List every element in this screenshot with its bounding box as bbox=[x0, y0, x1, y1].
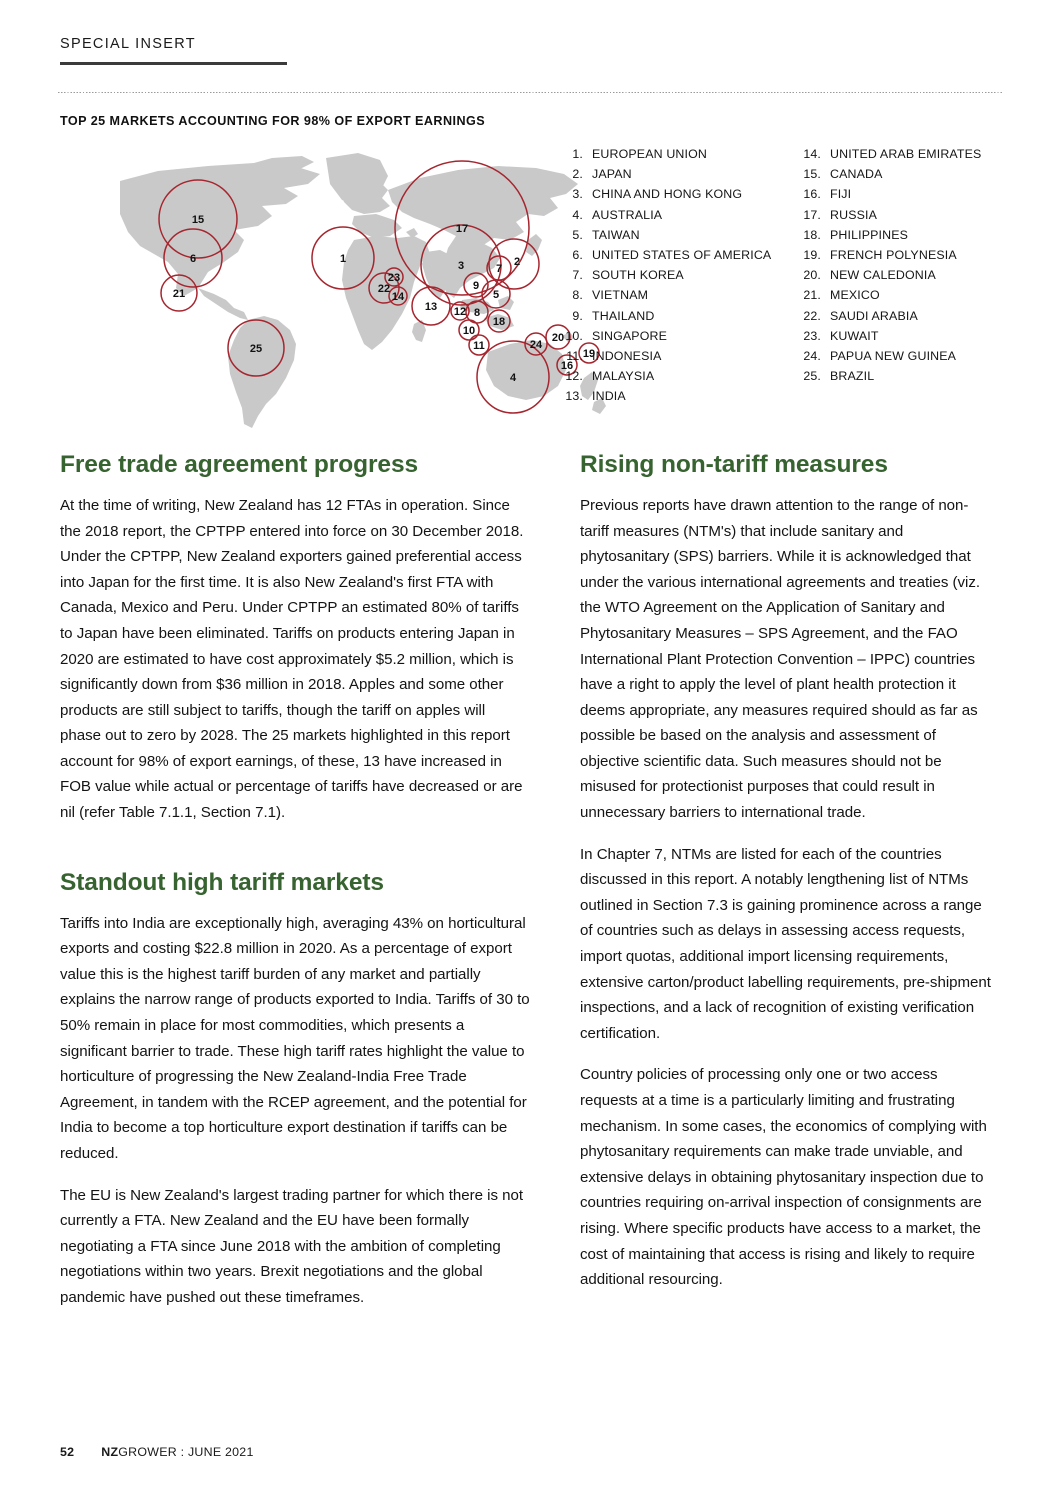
kicker-rule bbox=[60, 62, 287, 65]
legend-label: RUSSIA bbox=[830, 207, 878, 222]
legend-label: NEW CALEDONIA bbox=[830, 268, 936, 283]
legend-label: INDIA bbox=[592, 389, 626, 404]
map-label-3: 3 bbox=[457, 260, 465, 272]
legend-item bbox=[798, 225, 1022, 245]
map-label-19: 19 bbox=[582, 348, 596, 360]
map-label-6: 6 bbox=[189, 253, 197, 265]
map-label-22: 22 bbox=[377, 283, 391, 295]
legend-number: 9. bbox=[572, 308, 583, 323]
legend-label: AUSTRALIA bbox=[592, 207, 663, 222]
heading-standout-high-tariff-markets: Standout high tariff markets bbox=[60, 868, 384, 896]
legend-label: SINGAPORE bbox=[592, 328, 668, 343]
kicker-special-insert: SPECIAL INSERT bbox=[60, 36, 196, 52]
legend-number: 15. bbox=[803, 167, 821, 182]
legend-item bbox=[562, 144, 798, 164]
legend-number: 19. bbox=[803, 248, 821, 263]
legend-item bbox=[562, 164, 798, 184]
legend-item bbox=[562, 366, 798, 386]
map-label-24: 24 bbox=[529, 339, 543, 351]
legend-item bbox=[798, 144, 1022, 164]
legend-number: 3. bbox=[572, 187, 583, 202]
legend-label: UNITED ARAB EMIRATES bbox=[830, 147, 982, 161]
page-footer bbox=[60, 1445, 254, 1459]
map-title: TOP 25 MARKETS ACCOUNTING FOR 98% OF EXPORT EARNINGS bbox=[60, 114, 486, 128]
legend-label: CHINA AND HONG KONG bbox=[592, 187, 743, 202]
legend-item bbox=[798, 366, 1022, 386]
legend-item bbox=[562, 326, 798, 346]
legend-number: 16. bbox=[803, 187, 821, 202]
map-label-15: 15 bbox=[191, 214, 205, 226]
legend-number: 7. bbox=[572, 268, 583, 283]
dotted-divider bbox=[58, 92, 1003, 93]
map-label-9: 9 bbox=[472, 280, 480, 292]
legend-label: VIETNAM bbox=[592, 288, 649, 303]
paragraph-fta-overview: At the time of writing, New Zealand has 12 FTAs in operation. Since the 2018 report, the CPTPP entered into force on 30 December 2018. Under the CPTPP, New Zealand exporters gained preferential access into Japan for the first time. It is also New Zealand's first FTA with Canada, Mexico and Peru. Under CPTPP an estimated 80% of tariffs to Japan have been eliminated. Tariffs on products entering Japan in 2020 are estimated to have cost approximately $5.2 million, which is significantly down from $36 million in 2018. Apples and some other products are still subject to tariffs, though the tariff on apples will phase out to zero by 2028. The 25 markets highlighted in this report account for 98% of export earnings, of these, 13 have increased in FOB value while actual or percentage of tariffs have decreased or are nil (refer Table 7.1.1, Section 7.1). bbox=[60, 496, 524, 822]
map-landmasses bbox=[120, 153, 606, 428]
legend-item bbox=[798, 164, 1022, 184]
map-label-17: 17 bbox=[455, 223, 469, 235]
legend-label: THAILAND bbox=[592, 308, 655, 323]
paragraph-eu-trade: The EU is New Zealand's largest trading partner for which there is not currently a FTA. New Zealand and the EU have been formally negotiating a FTA since June 2018 with the ambition of completing negotiations within two years. Brexit negotiations and the global pandemic have pushed out these timeframes. bbox=[60, 1186, 524, 1306]
legend-label: PHILIPPINES bbox=[830, 227, 909, 242]
footer-page-number: 52 bbox=[60, 1445, 75, 1459]
paragraph-india-tariffs: Tariffs into India are exceptionally high, averaging 43% on horticultural exports and costing $22.8 million in 2020. As a percentage of export value this is the highest tariff burden of any market and partially explains the narrow range of products exported to India. Tariffs of 30 to 50% remain in place for most commodities, which presents a significant barrier to trade. These high tariff rates highlight the value to horticulture of progressing the New Zealand-India Free Trade Agreement, in tandem with the RCEP agreement, and the potential for India to become a top horticulture export destination if tariffs can be reduced. bbox=[60, 914, 530, 1162]
left-text-column bbox=[60, 452, 530, 1311]
legend-label: MEXICO bbox=[830, 288, 880, 303]
legend-number: 20. bbox=[803, 268, 821, 283]
legend-label: FRENCH POLYNESIA bbox=[830, 248, 957, 263]
legend-number: 25. bbox=[803, 369, 821, 384]
map-label-14: 14 bbox=[391, 291, 405, 303]
world-map-figure bbox=[58, 140, 596, 435]
map-label-2: 2 bbox=[513, 256, 521, 268]
map-label-1: 1 bbox=[339, 253, 347, 265]
paragraph-ntm-overview: Previous reports have drawn attention to the range of non-tariff measures (NTM's) that include sanitary and phytosanitary (SPS) barriers. While it is acknowledged that under the various international agreements and treaties (viz. the WTO Agreement on the Application of Sanitary and Phytosanitary Measures – SPS Agreement, and the FAO International Plant Protection Convention – IPPC) countries have a right to apply the level of plant health protection it deems appropriate, any measures required should as far as possible be based on the analysis and assessment of objective scientific data. Such measures should not be misused for protectionist purposes that could result in unnecessary barriers to international trade. bbox=[580, 496, 981, 822]
world-map-svg bbox=[58, 140, 618, 435]
legend-number: 5. bbox=[572, 227, 583, 242]
legend-number: 13. bbox=[565, 389, 583, 404]
legend-item bbox=[562, 386, 798, 406]
legend-item bbox=[562, 184, 798, 204]
legend-item bbox=[562, 225, 798, 245]
footer-brand-nz: NZ bbox=[101, 1445, 119, 1459]
legend-number: 23. bbox=[803, 328, 821, 343]
map-label-11: 11 bbox=[473, 340, 485, 352]
legend-label: KUWAIT bbox=[830, 328, 879, 343]
legend-item bbox=[798, 265, 1022, 285]
legend-label: MALAYSIA bbox=[592, 369, 655, 384]
legend-item bbox=[562, 245, 798, 265]
map-label-7: 7 bbox=[495, 263, 503, 275]
legend-label: FIJI bbox=[830, 187, 852, 202]
legend-label: UNITED STATES OF AMERICA bbox=[592, 248, 772, 263]
right-text-column bbox=[580, 452, 992, 1293]
legend-label: INDONESIA bbox=[592, 349, 662, 364]
legend-number: 24. bbox=[803, 349, 821, 364]
footer-brand-grower: GROWER : JUNE 2021 bbox=[118, 1445, 254, 1459]
legend-number: 18. bbox=[803, 227, 821, 242]
legend-number: 2. bbox=[572, 167, 583, 182]
legend-item bbox=[562, 285, 798, 305]
map-label-5: 5 bbox=[492, 289, 500, 301]
map-label-16: 16 bbox=[560, 360, 574, 372]
legend-number: 4. bbox=[572, 207, 583, 222]
legend-label: JAPAN bbox=[592, 167, 632, 182]
map-label-10: 10 bbox=[462, 325, 476, 337]
legend-label: EUROPEAN UNION bbox=[592, 147, 707, 161]
map-label-4: 4 bbox=[509, 372, 517, 384]
market-legend bbox=[562, 144, 1022, 407]
paragraph-country-policies: Country policies of processing only one or two access requests at a time is a particularly limiting and frustrating mechanism. In some cases, the economics of complying with phytosanitary requirements can make trade unviable, and extensive delays in obtaining phytosanitary inspection due to countries requiring on-arrival inspection of consignments are rising. Where specific products have access to a market, the cost of maintaining that access is rising and likely to require additional resourcing. bbox=[580, 1066, 987, 1289]
legend-number: 6. bbox=[572, 248, 583, 263]
map-label-13: 13 bbox=[424, 301, 438, 313]
map-label-18: 18 bbox=[492, 316, 506, 328]
legend-label: TAIWAN bbox=[592, 227, 640, 242]
legend-item bbox=[562, 205, 798, 225]
legend-number: 17. bbox=[803, 207, 821, 222]
legend-item bbox=[798, 285, 1022, 305]
legend-label: BRAZIL bbox=[830, 369, 875, 384]
map-label-23: 23 bbox=[387, 272, 401, 284]
legend-item bbox=[798, 245, 1022, 265]
legend-label: SOUTH KOREA bbox=[592, 268, 684, 283]
legend-number: 21. bbox=[803, 288, 821, 303]
legend-label: SAUDI ARABIA bbox=[830, 308, 918, 323]
legend-item bbox=[562, 265, 798, 285]
legend-item bbox=[562, 306, 798, 326]
legend-item bbox=[798, 184, 1022, 204]
legend-number: 14. bbox=[803, 147, 821, 161]
legend-label: CANADA bbox=[830, 167, 883, 182]
map-label-8: 8 bbox=[473, 307, 481, 319]
legend-number: 12. bbox=[565, 369, 583, 384]
heading-free-trade-agreement-progress: Free trade agreement progress bbox=[60, 451, 418, 478]
legend-item bbox=[798, 326, 1022, 346]
legend-item bbox=[798, 346, 1022, 366]
legend-item bbox=[798, 306, 1022, 326]
map-label-25: 25 bbox=[249, 343, 263, 355]
legend-number: 8. bbox=[572, 288, 583, 303]
legend-number: 22. bbox=[803, 308, 821, 323]
paragraph-chapter7-ntms: In Chapter 7, NTMs are listed for each of the countries discussed in this report. A notably lengthening list of NTMs outlined in Section 7.3 is gaining prominence across a range of countries such as delays in assessing access requests, import quotas, additional import licensing requirements, extensive carton/product labelling requirements, pre-shipment inspections, and a lack of recognition of existing verification certification. bbox=[580, 845, 991, 1042]
legend-number: 10. bbox=[565, 328, 583, 343]
legend-column-1 bbox=[562, 144, 798, 407]
legend-number: 1. bbox=[572, 147, 583, 161]
map-label-21: 21 bbox=[172, 288, 186, 300]
legend-column-2 bbox=[798, 144, 1022, 407]
map-label-20: 20 bbox=[551, 332, 565, 344]
heading-rising-non-tariff-measures: Rising non-tariff measures bbox=[580, 451, 888, 478]
legend-item bbox=[562, 346, 798, 366]
legend-label: PAPUA NEW GUINEA bbox=[830, 349, 957, 364]
map-label-12: 12 bbox=[453, 306, 467, 318]
legend-item bbox=[798, 205, 1022, 225]
legend-number: 11. bbox=[566, 349, 583, 364]
